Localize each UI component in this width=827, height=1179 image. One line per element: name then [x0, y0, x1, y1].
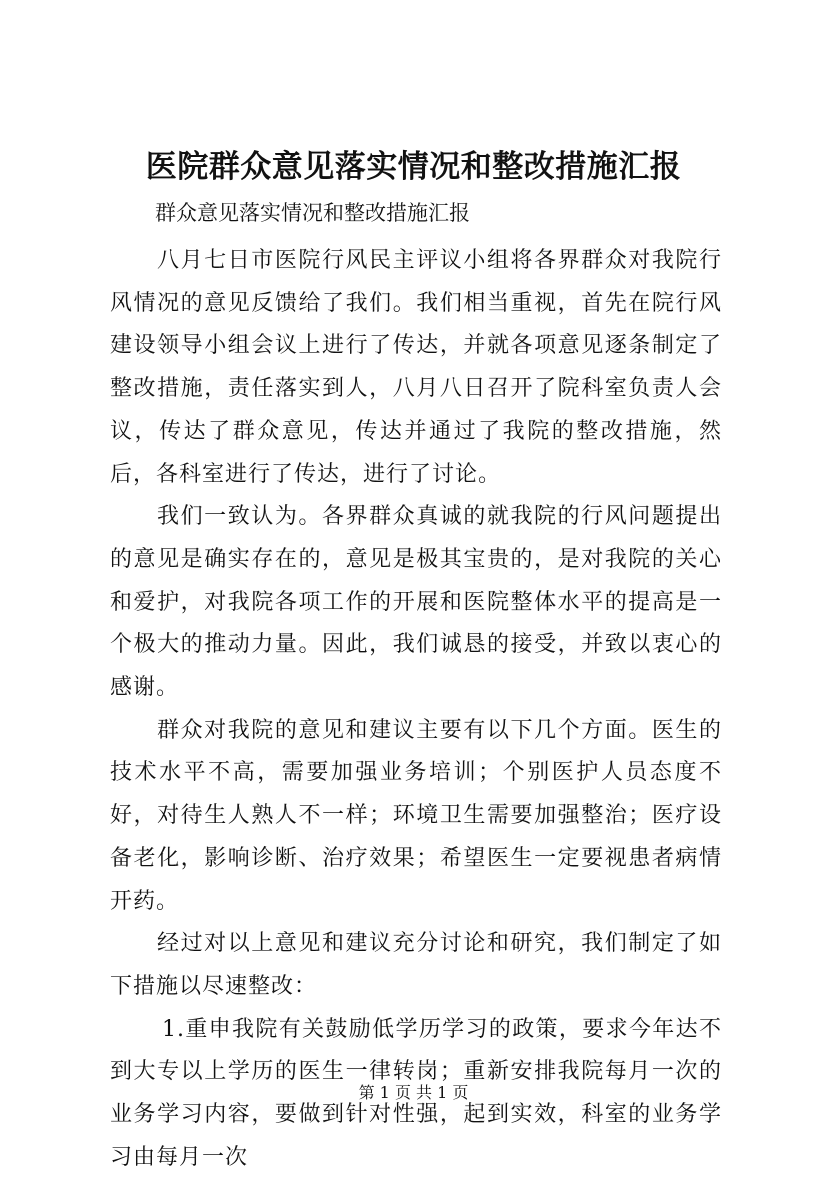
document-subtitle: 群众意见落实情况和整改措施汇报 — [155, 201, 470, 225]
paragraph-consensus: 我们一致认为。各界群众真诚的就我院的行风问题提出的意见是确实存在的，意见是极其宝贵的，是对我院的关心和爱护，对我院各项工作的开展和医院整体水平的提高是一个极大的推动力量。因此，我们诚恳的接受，并致以衷心的感谢。 — [110, 504, 722, 701]
paragraph-measures-intro: 经过对以上意见和建议充分讨论和研究，我们制定了如下措施以尽速整改： — [110, 931, 722, 999]
page-number-footer: 第 1 页 共 1 页 — [358, 1083, 469, 1102]
document-title: 医院群众意见落实情况和整改措施汇报 — [145, 149, 682, 185]
paragraph-feedback-received: 八月七日市医院行风民主评议小组将各界群众对我院行风情况的意见反馈给了我们。我们相当重视，首先在院行风建设领导小组会议上进行了传达，并就各项意见逐条制定了整改措施，责任落实到人，八月八日召开了院科室负责人会议，传达了群众意见，传达并通过了我院的整改措施，然后，各科室进行了传达，进行了讨论。 — [110, 248, 722, 487]
paragraph-main-opinions: 群众对我院的意见和建议主要有以下几个方面。医生的技术水平不高，需要加强业务培训；个别医护人员态度不好，对待生人熟人不一样；环境卫生需要加强整治；医疗设备老化，影响诊断、治疗效果；希望医生一定要视患者病情开药。 — [110, 717, 722, 914]
document-body — [110, 240, 722, 1179]
paragraph-measure-1: 1.重申我院有关鼓励低学历学习的政策，要求今年达不到大专以上学历的医生一律转岗；重新安排我院每月一次的业务学习内容，要做到针对性强，起到实效，科室的业务学习由每月一次 — [110, 1016, 722, 1170]
